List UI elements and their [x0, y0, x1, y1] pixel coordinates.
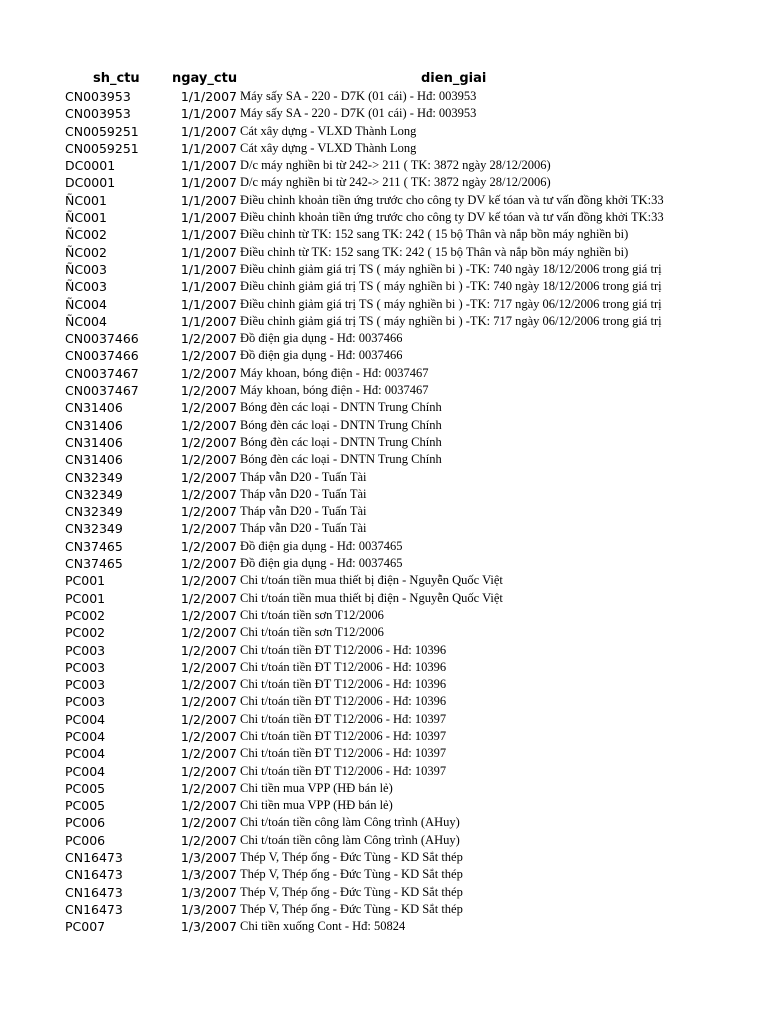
cell-ngay-ctu[interactable]: 1/1/2007 — [180, 296, 237, 312]
cell-dien-giai[interactable]: Tháp vẫn D20 - Tuấn Tài — [240, 469, 367, 484]
cell-ngay-ctu[interactable]: 1/2/2007 — [180, 469, 237, 485]
cell-sh-ctu[interactable]: CN16473 — [65, 867, 123, 883]
spreadsheet — [0, 70, 768, 936]
cell-dien-giai[interactable]: Điều chỉnh từ TK: 152 sang TK: 242 ( 15 bộ Thân và nắp bồn máy nghiền bi) — [240, 227, 629, 242]
table-row — [0, 330, 768, 347]
cell-ngay-ctu[interactable]: 1/1/2007 — [180, 313, 237, 329]
cell-dien-giai[interactable]: Chi t/toán tiền sơn T12/2006 — [240, 607, 384, 622]
cell-ngay-ctu[interactable]: 1/3/2007 — [180, 850, 237, 866]
table-row — [0, 624, 768, 641]
table-row — [0, 434, 768, 451]
cell-dien-giai[interactable]: Chi t/toán tiền công làm Công trình (AHuy) — [240, 815, 460, 830]
table-row — [0, 278, 768, 295]
cell-sh-ctu[interactable]: ÑC001 — [65, 192, 107, 208]
cell-sh-ctu[interactable]: ÑC001 — [65, 210, 107, 226]
cell-sh-ctu[interactable]: PC005 — [65, 798, 106, 814]
cell-dien-giai[interactable]: Chi tiền mua VPP (HĐ bán lẻ) — [240, 780, 393, 795]
cell-dien-giai[interactable]: Chi t/toán tiền ĐT T12/2006 - Hđ: 10396 — [240, 694, 447, 709]
table-row — [0, 174, 768, 191]
cell-ngay-ctu[interactable]: 1/2/2007 — [180, 504, 237, 520]
table-row — [0, 590, 768, 607]
cell-sh-ctu[interactable]: DC0001 — [65, 175, 116, 191]
cell-sh-ctu[interactable]: CN31406 — [65, 434, 123, 450]
table-row — [0, 884, 768, 901]
table-row — [0, 140, 768, 157]
cell-sh-ctu[interactable]: PC003 — [65, 694, 106, 710]
cell-dien-giai[interactable]: Chi tiền xuống Cont - Hđ: 50824 — [240, 919, 406, 934]
cell-dien-giai[interactable]: D/c máy nghiền bi từ 242-> 211 ( TK: 3872 ngày 28/12/2006) — [240, 175, 551, 190]
cell-sh-ctu[interactable]: ÑC004 — [65, 296, 107, 312]
cell-sh-ctu[interactable]: PC001 — [65, 573, 106, 589]
cell-sh-ctu[interactable]: CN0037467 — [65, 383, 139, 399]
cell-dien-giai[interactable]: Chi t/toán tiền ĐT T12/2006 - Hđ: 10397 — [240, 728, 447, 743]
cell-ngay-ctu[interactable]: 1/2/2007 — [180, 659, 237, 675]
cell-dien-giai[interactable]: Điều chỉnh khoản tiền ứng trước cho công ty DV kế tóan và tư vấn đồng khởi TK:33 — [240, 210, 664, 225]
cell-ngay-ctu[interactable]: 1/2/2007 — [180, 486, 237, 502]
cell-sh-ctu[interactable]: PC005 — [65, 780, 106, 796]
cell-ngay-ctu[interactable]: 1/2/2007 — [180, 694, 237, 710]
cell-sh-ctu[interactable]: PC006 — [65, 815, 106, 831]
cell-sh-ctu[interactable]: PC003 — [65, 677, 106, 693]
table-row — [0, 901, 768, 918]
cell-sh-ctu[interactable]: CN16473 — [65, 850, 123, 866]
cell-dien-giai[interactable]: Đồ điện gia dụng - Hđ: 0037465 — [240, 538, 403, 553]
table-row — [0, 659, 768, 676]
cell-sh-ctu[interactable]: PC004 — [65, 728, 106, 744]
table-row — [0, 572, 768, 589]
cell-dien-giai[interactable]: Máy sấy SA - 220 - D7K (01 cái) - Hđ: 003953 — [240, 89, 477, 103]
cell-dien-giai[interactable]: Máy sấy SA - 220 - D7K (01 cái) - Hđ: 003953 — [240, 106, 477, 121]
cell-sh-ctu[interactable]: CN31406 — [65, 452, 123, 468]
cell-dien-giai[interactable]: D/c máy nghiền bi từ 242-> 211 ( TK: 3872 ngày 28/12/2006) — [240, 158, 551, 173]
cell-ngay-ctu[interactable]: 1/2/2007 — [180, 815, 237, 831]
cell-dien-giai[interactable]: Bóng đèn các loại - DNTN Trung Chính — [240, 417, 442, 432]
cell-sh-ctu[interactable]: DC0001 — [65, 158, 116, 174]
cell-sh-ctu[interactable]: CN37465 — [65, 538, 123, 554]
table-row — [0, 347, 768, 364]
table-row — [0, 780, 768, 797]
cell-sh-ctu[interactable]: CN003953 — [65, 106, 131, 122]
cell-ngay-ctu[interactable]: 1/2/2007 — [180, 746, 237, 762]
header-dien-giai[interactable]: dien_giai — [421, 71, 487, 86]
table-row — [0, 469, 768, 486]
cell-ngay-ctu[interactable]: 1/2/2007 — [180, 417, 237, 433]
cell-sh-ctu[interactable]: ÑC004 — [65, 313, 107, 329]
cell-sh-ctu[interactable]: PC006 — [65, 832, 106, 848]
table-row — [0, 711, 768, 728]
cell-ngay-ctu[interactable]: 1/2/2007 — [180, 331, 237, 347]
cell-dien-giai[interactable]: Chi t/toán tiền ĐT T12/2006 - Hđ: 10397 — [240, 746, 447, 761]
table-row — [0, 520, 768, 537]
cell-sh-ctu[interactable]: PC003 — [65, 642, 106, 658]
table-row — [0, 728, 768, 745]
cell-ngay-ctu[interactable]: 1/3/2007 — [180, 919, 237, 935]
cell-dien-giai[interactable]: Bóng đèn các loại - DNTN Trung Chính — [240, 400, 442, 415]
cell-dien-giai[interactable]: Đồ điện gia dụng - Hđ: 0037466 — [240, 331, 403, 346]
cell-dien-giai[interactable]: Cát xây dựng - VLXD Thành Long — [240, 123, 417, 138]
cell-sh-ctu[interactable]: PC002 — [65, 607, 106, 623]
cell-dien-giai[interactable]: Điều chỉnh khoản tiền ứng trước cho công ty DV kế tóan và tư vấn đồng khởi TK:33 — [240, 192, 664, 207]
cell-dien-giai[interactable]: Máy khoan, bóng điện - Hđ: 0037467 — [240, 383, 429, 398]
cell-dien-giai[interactable]: Chi tiền mua VPP (HĐ bán lẻ) — [240, 798, 393, 813]
cell-sh-ctu[interactable]: CN16473 — [65, 884, 123, 900]
cell-ngay-ctu[interactable]: 1/2/2007 — [180, 642, 237, 658]
table-row — [0, 417, 768, 434]
cell-ngay-ctu[interactable]: 1/1/2007 — [180, 175, 237, 191]
cell-ngay-ctu[interactable]: 1/1/2007 — [180, 106, 237, 122]
cell-ngay-ctu[interactable]: 1/2/2007 — [180, 434, 237, 450]
cell-ngay-ctu[interactable]: 1/2/2007 — [180, 677, 237, 693]
cell-sh-ctu[interactable]: CN32349 — [65, 486, 123, 502]
table-row — [0, 296, 768, 313]
table-row — [0, 192, 768, 209]
cell-ngay-ctu[interactable]: 1/1/2007 — [180, 227, 237, 243]
cell-sh-ctu[interactable]: CN32349 — [65, 521, 123, 537]
table-row — [0, 763, 768, 780]
cell-ngay-ctu[interactable]: 1/1/2007 — [180, 279, 237, 295]
table-row — [0, 607, 768, 624]
cell-dien-giai[interactable]: Chi t/toán tiền ĐT T12/2006 - Hđ: 10396 — [240, 659, 447, 674]
cell-dien-giai[interactable]: Điều chỉnh giảm giá trị TS ( máy nghiền bi ) -TK: 740 ngày 18/12/2006 trong giá trị — [240, 279, 662, 294]
cell-ngay-ctu[interactable]: 1/2/2007 — [180, 383, 237, 399]
table-row — [0, 209, 768, 226]
cell-ngay-ctu[interactable]: 1/2/2007 — [180, 556, 237, 572]
table-row — [0, 832, 768, 849]
cell-ngay-ctu[interactable]: 1/2/2007 — [180, 348, 237, 364]
cell-dien-giai[interactable]: Chi t/toán tiền ĐT T12/2006 - Hđ: 10397 — [240, 763, 447, 778]
cell-dien-giai[interactable]: Tháp vẫn D20 - Tuấn Tài — [240, 504, 367, 519]
cell-ngay-ctu[interactable]: 1/2/2007 — [180, 728, 237, 744]
cell-dien-giai[interactable]: Thép V, Thép ống - Đức Tùng - KD Sắt thép — [240, 884, 463, 899]
cell-dien-giai[interactable]: Tháp vẫn D20 - Tuấn Tài — [240, 521, 367, 536]
cell-dien-giai[interactable]: Điều chỉnh từ TK: 152 sang TK: 242 ( 15 bộ Thân và nắp bồn máy nghiền bi) — [240, 244, 629, 259]
cell-sh-ctu[interactable]: CN0059251 — [65, 123, 139, 139]
header-ngay-ctu[interactable]: ngay_ctu — [172, 71, 238, 86]
table-row — [0, 814, 768, 831]
cell-dien-giai[interactable]: Máy khoan, bóng điện - Hđ: 0037467 — [240, 365, 429, 380]
cell-dien-giai[interactable]: Điều chỉnh giảm giá trị TS ( máy nghiền bi ) -TK: 740 ngày 18/12/2006 trong giá trị — [240, 261, 662, 276]
cell-sh-ctu[interactable]: CN16473 — [65, 901, 123, 917]
cell-ngay-ctu[interactable]: 1/2/2007 — [180, 711, 237, 727]
cell-ngay-ctu[interactable]: 1/2/2007 — [180, 573, 237, 589]
cell-dien-giai[interactable]: Điều chỉnh giảm giá trị TS ( máy nghiền bi ) -TK: 717 ngày 06/12/2006 trong giá trị — [240, 313, 662, 328]
cell-sh-ctu[interactable]: CN37465 — [65, 556, 123, 572]
cell-dien-giai[interactable]: Bóng đèn các loại - DNTN Trung Chính — [240, 452, 442, 467]
cell-dien-giai[interactable]: Thép V, Thép ống - Đức Tùng - KD Sắt thép — [240, 867, 463, 882]
cell-ngay-ctu[interactable]: 1/2/2007 — [180, 763, 237, 779]
cell-sh-ctu[interactable]: CN32349 — [65, 504, 123, 520]
table-row — [0, 313, 768, 330]
cell-ngay-ctu[interactable]: 1/2/2007 — [180, 832, 237, 848]
table-row — [0, 866, 768, 883]
cell-sh-ctu[interactable]: CN32349 — [65, 469, 123, 485]
cell-dien-giai[interactable]: Chi t/toán tiền mua thiết bị điện - Nguyễn Quốc Việt — [240, 573, 503, 588]
header-sh-ctu[interactable]: sh_ctu — [93, 71, 140, 86]
table-row — [0, 797, 768, 814]
cell-ngay-ctu[interactable]: 1/1/2007 — [180, 123, 237, 139]
cell-sh-ctu[interactable]: ÑC002 — [65, 244, 107, 260]
cell-sh-ctu[interactable]: CN31406 — [65, 400, 123, 416]
table-row — [0, 538, 768, 555]
cell-sh-ctu[interactable]: CN0037466 — [65, 348, 139, 364]
cell-dien-giai[interactable]: Tháp vẫn D20 - Tuấn Tài — [240, 486, 367, 501]
cell-sh-ctu[interactable]: ÑC003 — [65, 279, 107, 295]
cell-sh-ctu[interactable]: PC001 — [65, 590, 106, 606]
cell-ngay-ctu[interactable]: 1/1/2007 — [180, 89, 237, 104]
cell-ngay-ctu[interactable]: 1/2/2007 — [180, 607, 237, 623]
cell-ngay-ctu[interactable]: 1/3/2007 — [180, 901, 237, 917]
header-row — [0, 70, 768, 88]
cell-dien-giai[interactable]: Điều chỉnh giảm giá trị TS ( máy nghiền bi ) -TK: 717 ngày 06/12/2006 trong giá trị — [240, 296, 662, 311]
cell-sh-ctu[interactable]: CN0037467 — [65, 365, 139, 381]
cell-ngay-ctu[interactable]: 1/3/2007 — [180, 884, 237, 900]
cell-ngay-ctu[interactable]: 1/2/2007 — [180, 538, 237, 554]
cell-ngay-ctu[interactable]: 1/2/2007 — [180, 780, 237, 796]
cell-dien-giai[interactable]: Thép V, Thép ống - Đức Tùng - KD Sắt thép — [240, 850, 463, 865]
cell-dien-giai[interactable]: Chi t/toán tiền mua thiết bị điện - Nguyễn Quốc Việt — [240, 590, 503, 605]
cell-ngay-ctu[interactable]: 1/1/2007 — [180, 192, 237, 208]
table-row — [0, 88, 768, 105]
cell-sh-ctu[interactable]: PC004 — [65, 746, 106, 762]
table-row — [0, 676, 768, 693]
cell-ngay-ctu[interactable]: 1/2/2007 — [180, 365, 237, 381]
cell-sh-ctu[interactable]: ÑC002 — [65, 227, 107, 243]
table-row — [0, 849, 768, 866]
table-row — [0, 244, 768, 261]
cell-ngay-ctu[interactable]: 1/2/2007 — [180, 590, 237, 606]
table-row — [0, 503, 768, 520]
table-row — [0, 365, 768, 382]
cell-dien-giai[interactable]: Đồ điện gia dụng - Hđ: 0037466 — [240, 348, 403, 363]
table-row — [0, 745, 768, 762]
table-row — [0, 226, 768, 243]
table-row — [0, 642, 768, 659]
table-row — [0, 399, 768, 416]
cell-dien-giai[interactable]: Chi t/toán tiền ĐT T12/2006 - Hđ: 10397 — [240, 711, 447, 726]
cell-dien-giai[interactable]: Chi t/toán tiền công làm Công trình (AHuy) — [240, 832, 460, 847]
cell-sh-ctu[interactable]: PC007 — [65, 919, 106, 935]
cell-dien-giai[interactable]: Thép V, Thép ống - Đức Tùng - KD Sắt thép — [240, 901, 463, 916]
table-row — [0, 157, 768, 174]
cell-ngay-ctu[interactable]: 1/2/2007 — [180, 521, 237, 537]
table-row — [0, 693, 768, 710]
cell-ngay-ctu[interactable]: 1/3/2007 — [180, 867, 237, 883]
table-row — [0, 123, 768, 140]
cell-dien-giai[interactable]: Đồ điện gia dụng - Hđ: 0037465 — [240, 556, 403, 571]
cell-ngay-ctu[interactable]: 1/2/2007 — [180, 798, 237, 814]
table-row — [0, 105, 768, 122]
cell-sh-ctu[interactable]: CN31406 — [65, 417, 123, 433]
cell-ngay-ctu[interactable]: 1/2/2007 — [180, 452, 237, 468]
cell-dien-giai[interactable]: Bóng đèn các loại - DNTN Trung Chính — [240, 434, 442, 449]
cell-ngay-ctu[interactable]: 1/2/2007 — [180, 625, 237, 641]
table-row — [0, 918, 768, 935]
cell-ngay-ctu[interactable]: 1/1/2007 — [180, 210, 237, 226]
cell-sh-ctu[interactable]: CN003953 — [65, 89, 131, 104]
cell-dien-giai[interactable]: Chi t/toán tiền ĐT T12/2006 - Hđ: 10396 — [240, 642, 447, 657]
cell-sh-ctu[interactable]: PC003 — [65, 659, 106, 675]
cell-ngay-ctu[interactable]: 1/1/2007 — [180, 244, 237, 260]
cell-ngay-ctu[interactable]: 1/1/2007 — [180, 158, 237, 174]
cell-sh-ctu[interactable]: PC004 — [65, 763, 106, 779]
cell-ngay-ctu[interactable]: 1/2/2007 — [180, 400, 237, 416]
cell-dien-giai[interactable]: Chi t/toán tiền ĐT T12/2006 - Hđ: 10396 — [240, 677, 447, 692]
table-row — [0, 451, 768, 468]
table-row — [0, 486, 768, 503]
cell-sh-ctu[interactable]: CN0059251 — [65, 140, 139, 156]
cell-sh-ctu[interactable]: ÑC003 — [65, 261, 107, 277]
cell-sh-ctu[interactable]: CN0037466 — [65, 331, 139, 347]
cell-dien-giai[interactable]: Cát xây dựng - VLXD Thành Long — [240, 140, 417, 155]
cell-sh-ctu[interactable]: PC004 — [65, 711, 106, 727]
table-row — [0, 261, 768, 278]
cell-dien-giai[interactable]: Chi t/toán tiền sơn T12/2006 — [240, 625, 384, 640]
table-row — [0, 382, 768, 399]
table-body — [0, 88, 768, 936]
cell-ngay-ctu[interactable]: 1/1/2007 — [180, 140, 237, 156]
cell-sh-ctu[interactable]: PC002 — [65, 625, 106, 641]
table-row — [0, 555, 768, 572]
cell-ngay-ctu[interactable]: 1/1/2007 — [180, 261, 237, 277]
